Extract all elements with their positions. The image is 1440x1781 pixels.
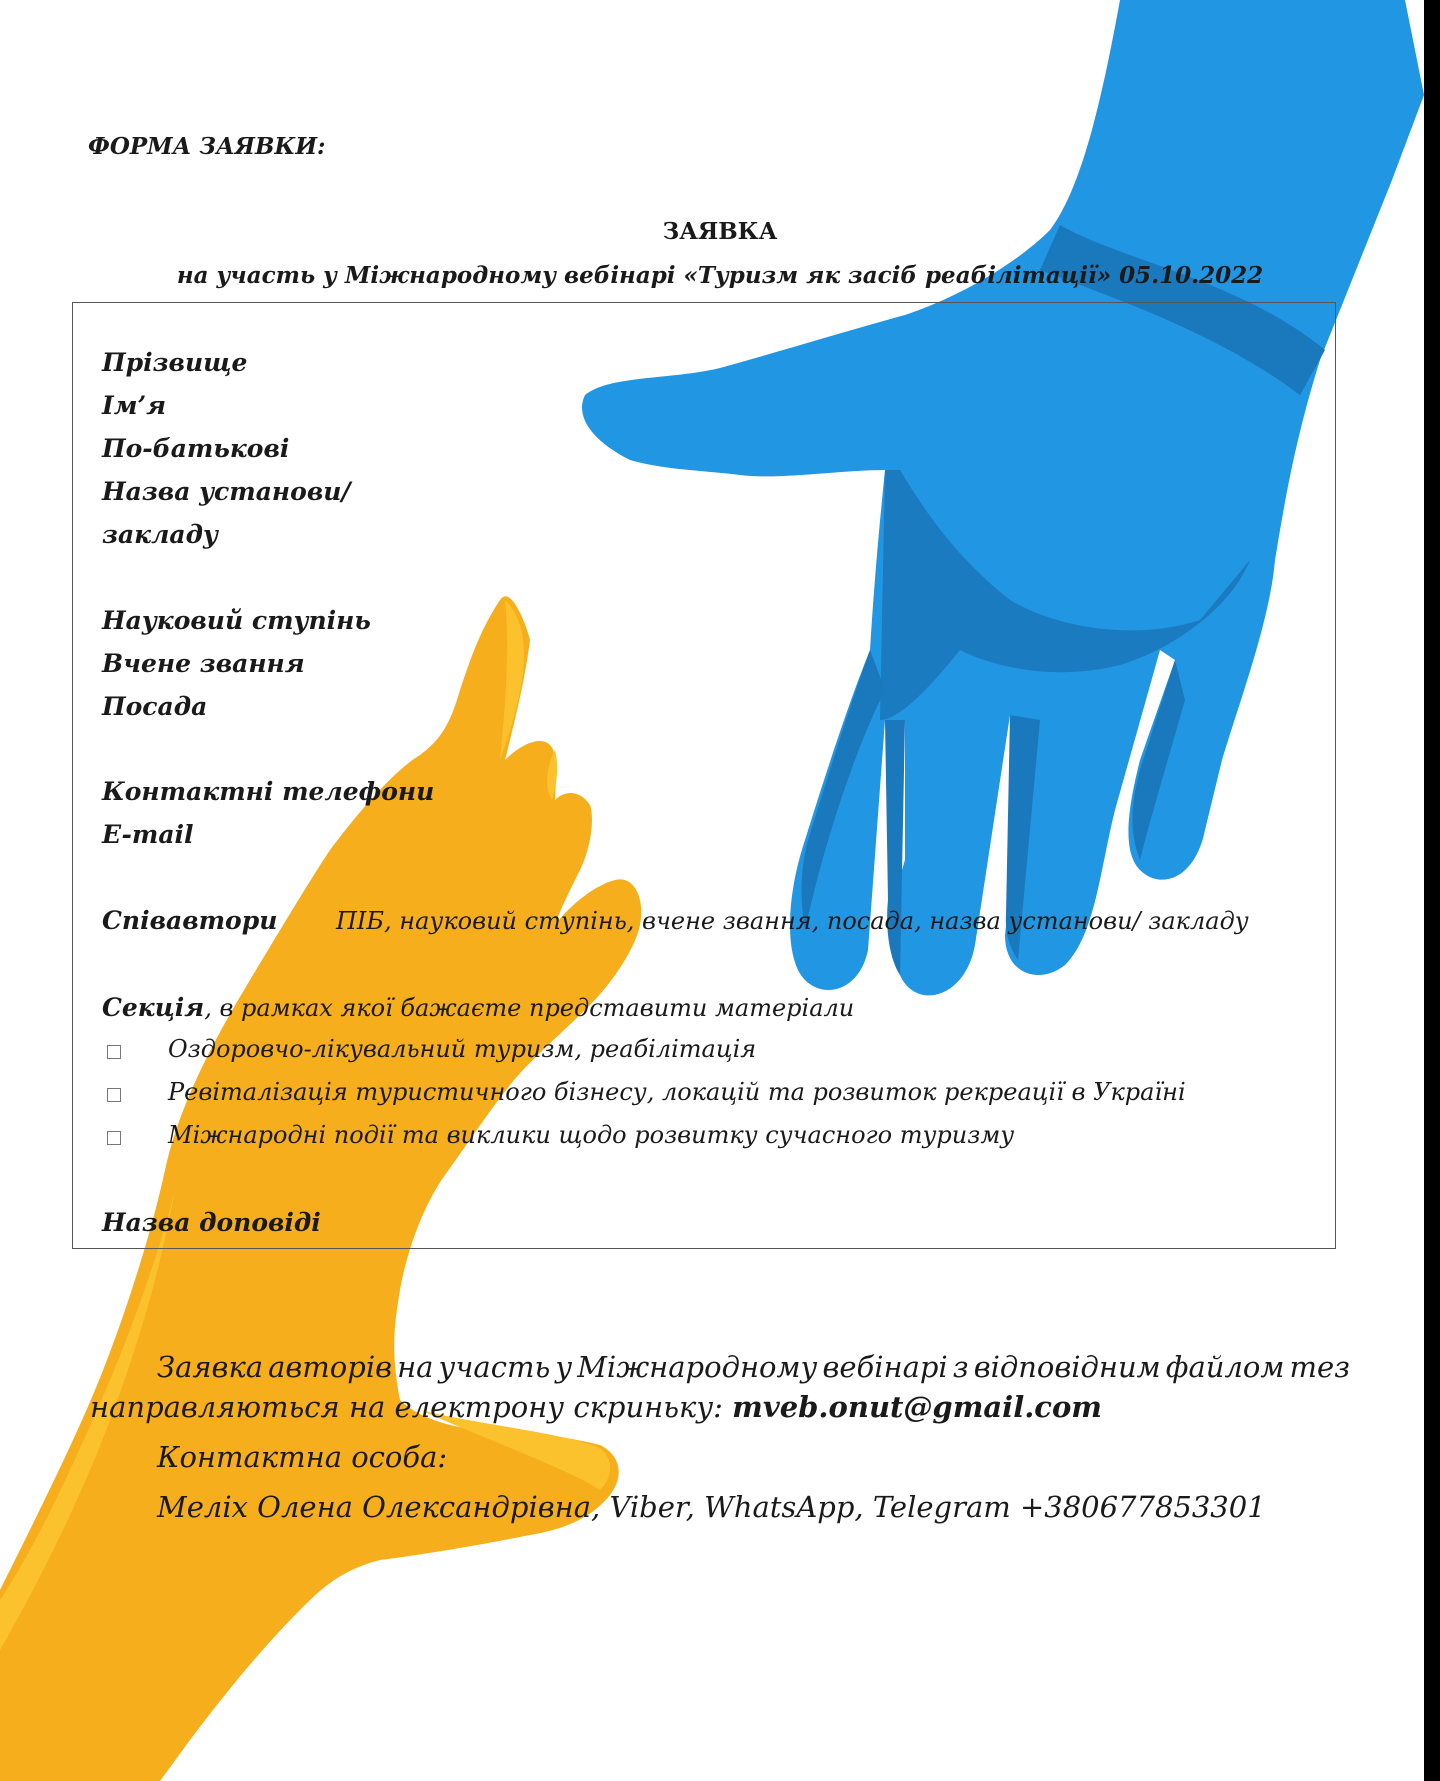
section-label-rest: , в рамках якої бажаєте представити матеріали [204, 994, 855, 1022]
coauthors-hint: ПІБ, науковий ступінь, вчене звання, посада, назва установи/ закладу [336, 907, 1249, 935]
field-institution: Назва установи/ [102, 477, 351, 506]
section-checkbox-1[interactable] [107, 1045, 121, 1059]
field-degree: Науковий ступінь [102, 606, 371, 635]
submission-note-line1 [157, 1350, 1350, 1384]
note-word: відповідним [973, 1350, 1161, 1384]
section-option-3: Міжнародні події та виклики щодо розвитку сучасного туризму [168, 1121, 1015, 1149]
note-word: тез [1289, 1350, 1350, 1384]
field-email: E-mail [102, 820, 194, 849]
page-title: ЗАЯВКА [662, 218, 778, 245]
contact-label: Контактна особа: [157, 1440, 448, 1474]
section-option-1: Оздоровчо-лікувальний туризм, реабілітація [168, 1035, 757, 1063]
field-surname: Прізвище [102, 348, 248, 377]
note-word: у [555, 1350, 573, 1384]
field-patronymic: По-батькові [102, 434, 290, 463]
section-option-2: Ревіталізація туристичного бізнесу, локацій та розвиток рекреації в Україні [168, 1078, 1186, 1106]
field-name: Ім’я [102, 391, 167, 420]
section-checkbox-2[interactable] [107, 1088, 121, 1102]
field-coauthors: Співавтори [102, 906, 278, 935]
note-word: файлом [1165, 1350, 1285, 1384]
field-phones: Контактні телефони [102, 777, 435, 806]
note-word: участь [438, 1350, 551, 1384]
submission-note-line2 [90, 1390, 1102, 1424]
section-label: Секція [102, 993, 205, 1022]
field-report-title: Назва доповіді [102, 1208, 321, 1237]
contact-person: Меліх Олена Олександрівна, Viber, WhatsApp, Telegram +380677853301 [157, 1490, 1266, 1524]
field-institution-cont: закладу [102, 520, 218, 549]
submission-note-text: направляються на електрону скриньку: [90, 1390, 733, 1424]
section-prompt [102, 993, 854, 1022]
section-checkbox-3[interactable] [107, 1131, 121, 1145]
field-position: Посада [102, 692, 208, 721]
note-word: на [397, 1350, 434, 1384]
note-word: вебінарі [822, 1350, 948, 1384]
contact-email-link[interactable]: mveb.onut@gmail.com [732, 1390, 1102, 1424]
page-subtitle: на участь у Міжнародному вебінарі «Туризм як засіб реабілітації» 05.10.2022 [176, 262, 1264, 289]
form-heading: ФОРМА ЗАЯВКИ: [88, 133, 326, 160]
note-word: Заявка [157, 1350, 264, 1384]
field-academic-title: Вчене звання [102, 649, 305, 678]
note-word: з [952, 1350, 969, 1384]
note-word: авторів [268, 1350, 392, 1384]
note-word: Міжнародному [577, 1350, 818, 1384]
